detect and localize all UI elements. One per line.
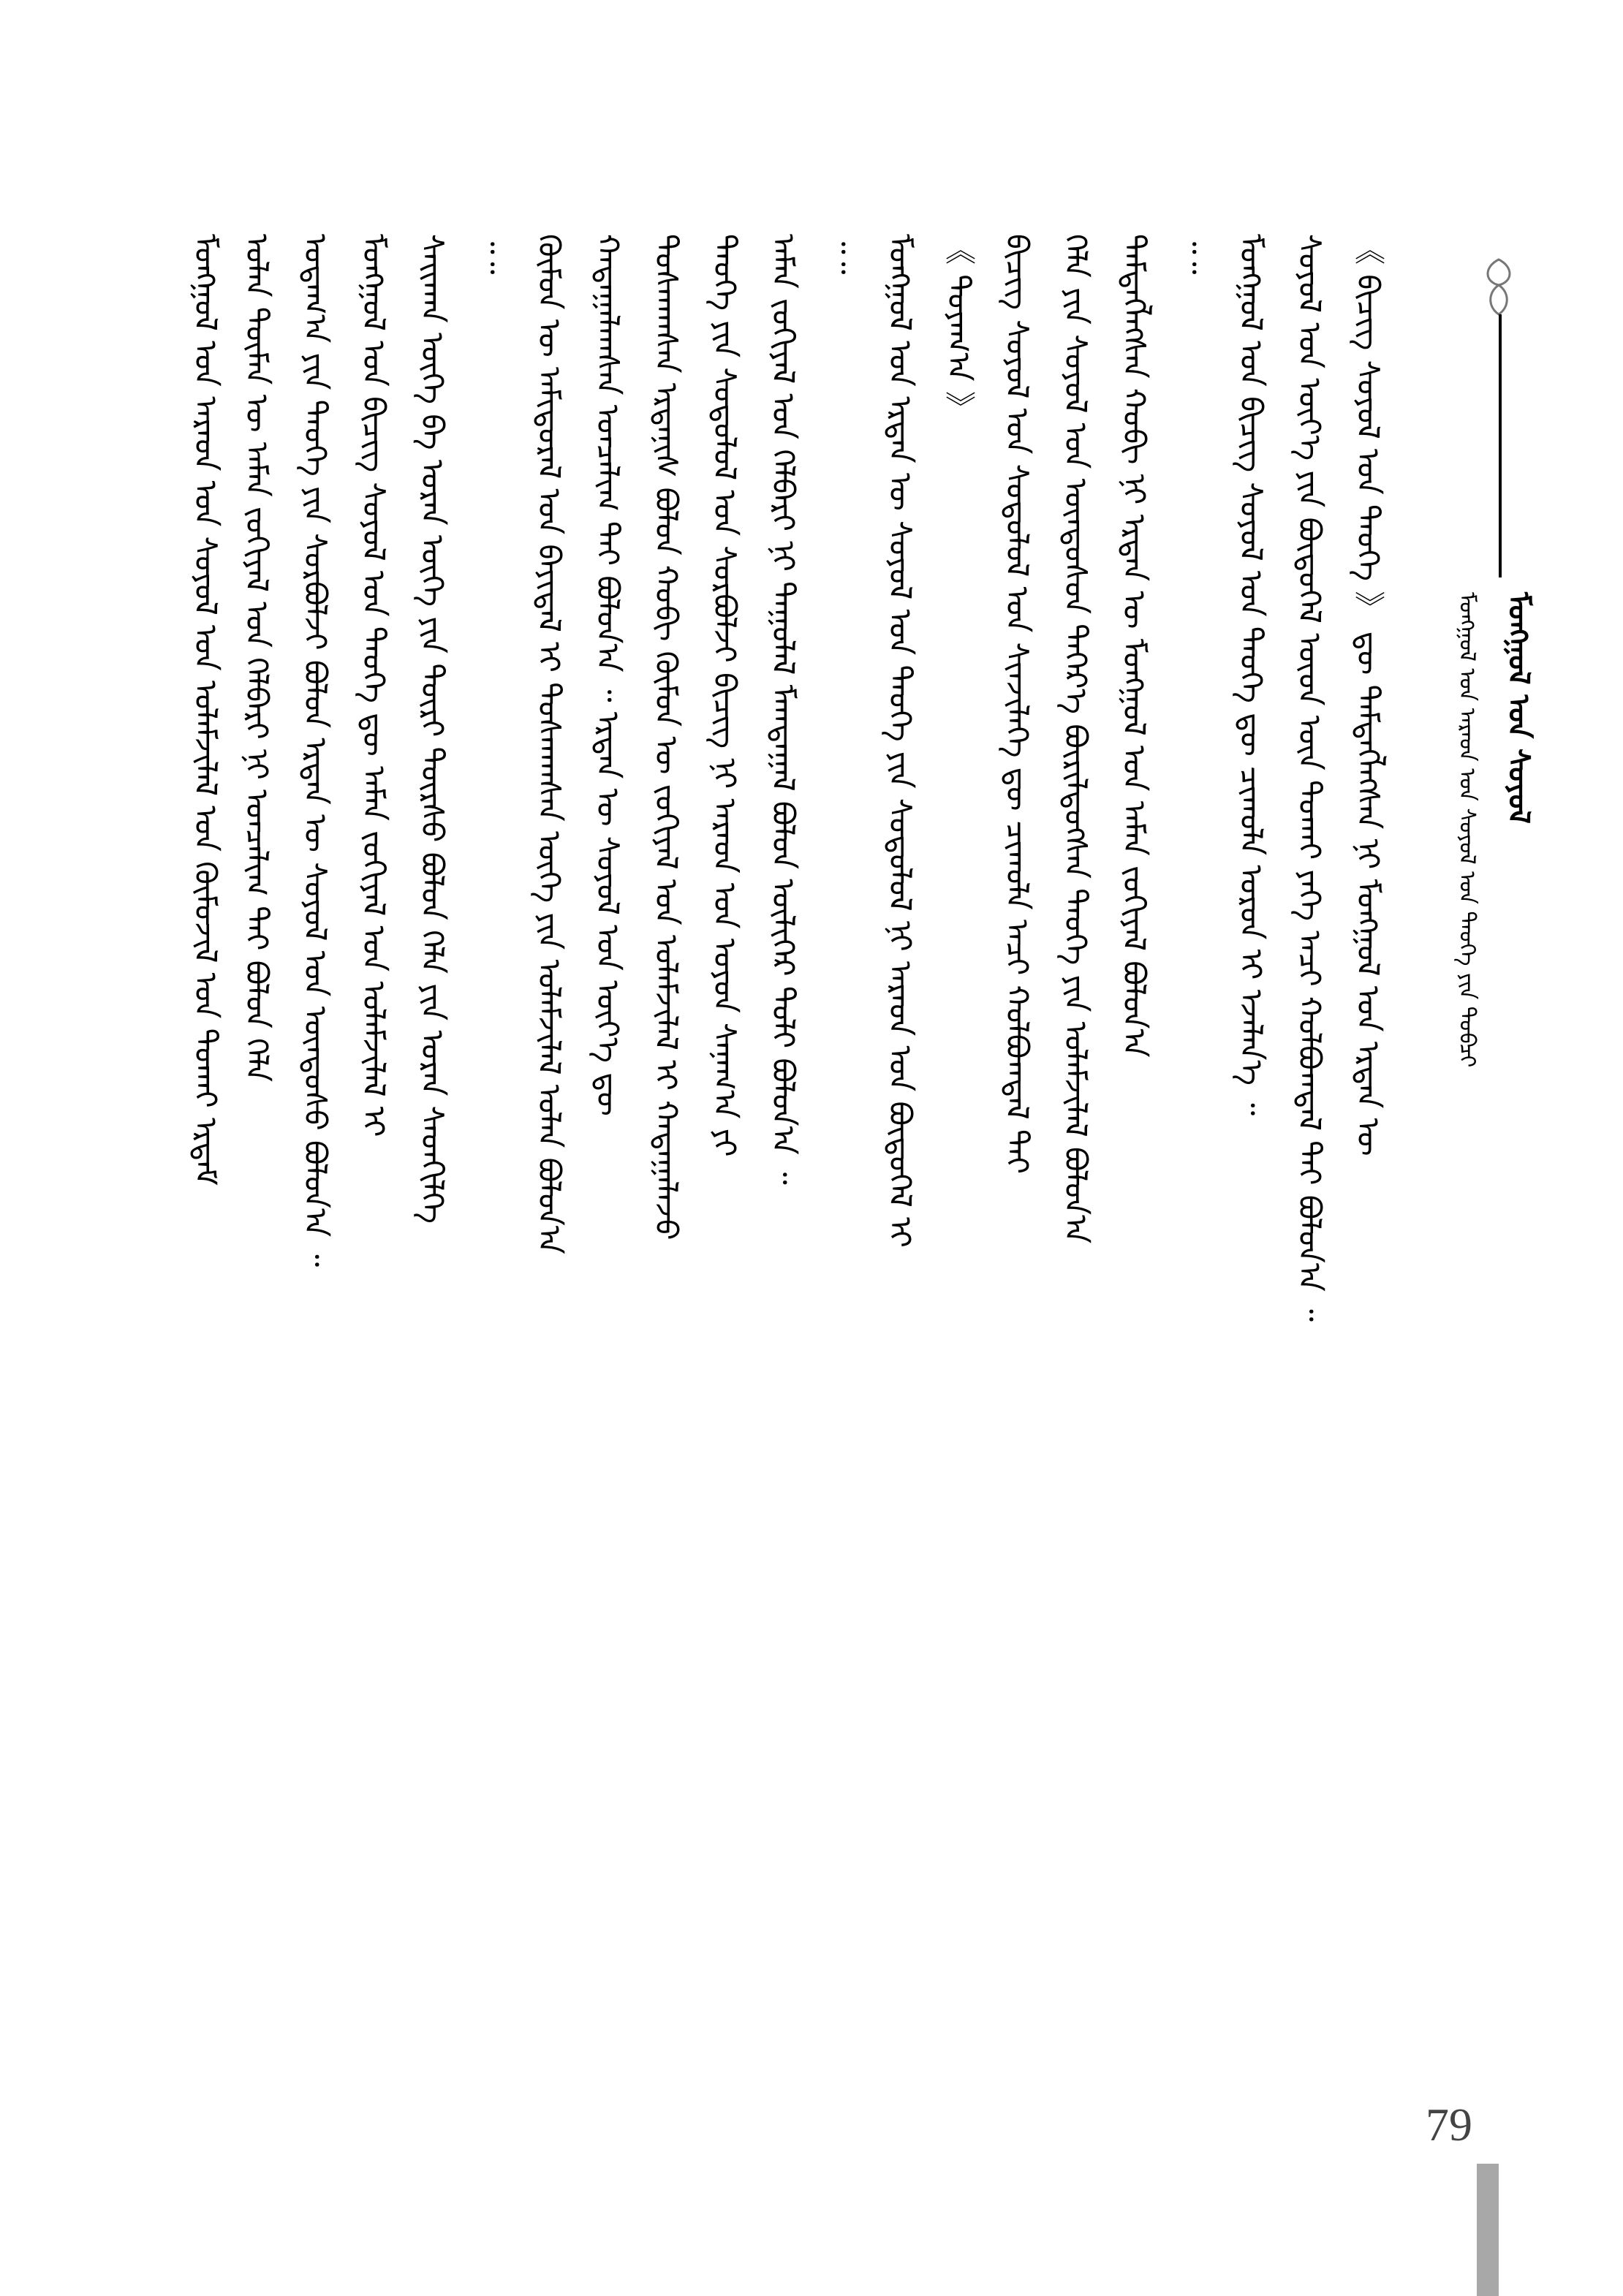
running-header (1426, 146, 1572, 1243)
text-column: ᠬᠠᠳᠠᠭᠠᠯᠠᠭᠰᠠᠨ ᠣᠨᠴᠠᠯᠢᠭ ᠲᠠᠢ ᠪᠣᠯᠤᠨ᠎ᠠ ᠃ ᠡᠷᠲᠡᠨ ᠦ ᠰᠣᠶᠣᠯ ᠤᠨ ᠦᠶ᠎ᠡ ᠳᠦ (590, 234, 626, 1116)
text-column: ᠲᠤᠰᠬᠠᠭᠰᠠᠨ ᠡᠷᠳᠡᠨᠢᠰ ᠪᠣᠯᠤᠨ ᠬᠤᠪᠢ ᠬᠦᠮᠦᠨ ᠦ ᠵᠣᠬᠢᠶᠠᠯ ᠤᠨ ᠤᠯᠠᠮᠵᠢᠯᠠᠯ ᠢ ᠬᠠᠳᠠᠭᠠᠯᠠᠵᠤ (648, 234, 684, 1240)
page-number: 79 (1426, 2099, 1472, 2151)
text-column: 《 ᠪᠢᠴᠢᠭ ᠰᠣᠶᠣᠯ ᠤᠨ ᠲᠡᠦᠬᠡ 》 ᠳᠦ ᠲᠡᠮᠳᠡᠭᠯᠡᠭᠰᠡᠨ ᠨᠢ ᠮᠣᠩᠭᠣᠯ ᠤᠨ ᠡᠷᠲᠡᠨ ᠦ (1350, 234, 1386, 1156)
text-column: ᠲᠡᠦᠬᠡ ᠶᠢᠨ ᠰᠤᠳᠤᠯᠤᠯ ᠤᠨ ᠰᠤᠷᠪᠤᠯᠵᠢ ᠪᠢᠴᠢᠭ ᠨᠢ ᠠᠷᠠᠳ ᠤᠨ ᠤᠶᠤᠨ ᠰᠠᠨᠠᠭ᠎ᠠ ᠶᠢ (707, 234, 743, 1157)
text-column: ᠠᠮᠠᠨ ᠵᠣᠬᠢᠶᠠᠯ ᠤᠨ ᠬᠡᠯᠪᠡᠷᠢ ᠨᠢ ᠳᠠᠭᠤᠯᠠᠯ ᠮᠠᠭᠲᠠᠭᠠᠯ ᠪᠣᠯᠤᠨ ᠦᠯᠢᠭᠡᠷ ᠲᠣᠯᠢ ᠪᠣᠯᠤᠨ᠎ᠠ ᠃ (765, 234, 801, 1185)
text-column: ᠰᠠᠢᠬᠠᠨ ᠦᠭᠡ ᠪᠠ ᠤᠷᠠᠨ ᠦᠭᠡ ᠶᠢᠨ ᠳᠦᠷᠢ ᠳᠦᠷᠰᠦ ᠪᠣᠯᠤᠨ ᠬᠡᠯᠡ ᠶᠢᠨ ᠤᠷᠠᠨ ᠰᠡᠳᠬᠢᠯᠭᠡ (415, 234, 450, 1224)
text-column: ᠲᠡᠮᠳᠡᠭᠯᠡᠭᠰᠡᠨ ᠬᠤᠪᠢ ᠨᠢ ᠡᠷᠲᠡᠨ ᠦ ᠮᠣᠩᠭᠣᠯ ᠤᠨ ᠠᠮᠠᠨ ᠵᠣᠬᠢᠶᠠᠯ ᠪᠣᠯᠤᠨ᠎ᠠ (1116, 234, 1152, 1058)
text-column: ᠮᠣᠩᠭᠣᠯ ᠤᠨ ᠡᠷᠲᠡᠨ ᠦ ᠰᠣᠶᠣᠯ ᠤᠨ ᠲᠡᠦᠬᠡ ᠶᠢᠨ ᠰᠤᠳᠤᠯᠤᠯ ᠨᠢ ᠠᠷᠠᠳ ᠤᠨ ᠪᠦᠲᠦᠭᠡᠯ ᠢ (882, 234, 918, 1248)
text-column: ᠣᠯᠠᠨ ᠲᠦᠮᠡᠨ ᠦ ᠠᠮᠠᠨ ᠵᠣᠬᠢᠶᠠᠯ ᠤᠨ ᠬᠡᠯᠪᠡᠷᠢ ᠨᠢ ᠣᠨᠴᠠᠯᠢᠭ ᠲᠠᠢ ᠪᠣᠯᠤᠨ ᠬᠡᠯᠡ (239, 234, 275, 1083)
text-column: ᠃᠃ (473, 234, 509, 275)
text-column: ᠮᠣᠩᠭᠣᠯ ᠤᠨ ᠪᠢᠴᠢᠭ ᠰᠣᠶᠣᠯ ᠤᠨ ᠲᠡᠦᠬᠡ ᠳᠦ ᠴᠢᠬᠤᠯᠠ ᠣᠷᠤᠨ ᠢ ᠡᠵᠡᠯᠡᠨ᠎ᠡ ᠃ (1233, 234, 1269, 1115)
text-column: ᠃᠃ (1175, 234, 1211, 275)
side-tab (1477, 2164, 1499, 2296)
text-column: 《 ᠲᠤᠶᠠᠭ᠎ᠠ 》 (941, 234, 977, 422)
text-column: ᠬᠦᠮᠦᠨ ᠦ ᠠᠮᠢᠳᠤᠷᠠᠯ ᠤᠨ ᠪᠠᠶᠢᠳᠠᠯ ᠢ ᠲᠤᠰᠬᠠᠭᠰᠠᠨ ᠦᠭᠡ ᠶᠢᠨ ᠤᠯᠠᠮᠵᠢᠯᠠᠯ ᠤᠯᠠᠨ ᠪᠣᠯᠤᠨ᠎ᠠ (531, 234, 567, 1254)
ornament-icon (1477, 256, 1521, 322)
text-column: ᠬᠡᠯᠡ ᠶᠢᠨ ᠰᠣᠶᠣᠯ ᠤᠨ ᠦᠨᠳᠦᠰᠦᠨ ᠳᠡᠭᠡᠷ᠎ᠡ ᠪᠦᠷᠢᠯᠳᠦᠭᠰᠡᠨ ᠲᠡᠦᠬᠡ ᠶᠢᠨ ᠤᠯᠠᠮᠵᠢᠯᠠᠯ ᠪᠣᠯᠤᠨ᠎ᠠ (1058, 234, 1094, 1244)
text-column: ᠮᠣᠩᠭᠣᠯ ᠤᠨ ᠪᠢᠴᠢᠭ ᠰᠣᠶᠣᠯ ᠤᠨ ᠲᠡᠦᠬᠡ ᠳᠦ ᠠᠮᠠᠨ ᠵᠣᠬᠢᠶᠠᠯ ᠤᠨ ᠤᠯᠠᠮᠵᠢᠯᠠᠯ ᠢ (356, 234, 392, 1137)
running-title: ᠮᠣᠩᠭᠣᠯ ᠤᠨ ᠰᠣᠶᠣᠯ (1502, 592, 1536, 824)
text-column: ᠰᠣᠶᠣᠯ ᠤᠨ ᠦᠶ᠎ᠡ ᠶᠢᠨ ᠪᠦᠲᠦᠭᠡᠯ ᠦᠳ ᠦᠨ ᠲᠤᠬᠠᠢ ᠶᠡᠬᠡ ᠠᠴᠢ ᠬᠣᠯᠪᠣᠭᠳᠠᠯ ᠲᠠᠢ ᠪᠣᠯᠤᠨ᠎ᠠ ᠃ (1292, 234, 1328, 1322)
running-subtitle: ᠮᠣᠩᠭᠣᠯ ᠤᠨ ᠠᠷᠠᠳ ᠤᠨ ᠰᠣᠶᠣᠯ ᠤᠨ ᠲᠡᠦᠬᠡ ᠶᠢᠨ ᠲᠣᠪᠴᠢ (1454, 592, 1480, 1068)
text-column: ᠤᠳᠠᠭ᠎ᠠ ᠶᠢᠨ ᠲᠡᠦᠬᠡ ᠶᠢᠨ ᠰᠤᠷᠪᠤᠯᠵᠢ ᠪᠣᠯᠤᠨ ᠡᠷᠲᠡᠨ ᠦ ᠰᠣᠶᠣᠯ ᠤᠨ ᠦᠨᠳᠦᠰᠦ ᠪᠣᠯᠤᠨ᠎ᠠ ᠃ (298, 234, 333, 1268)
text-column: ᠪᠢᠴᠢᠭ ᠰᠣᠶᠣᠯ ᠤᠨ ᠰᠤᠳᠤᠯᠤᠯ ᠤᠨ ᠰᠢᠨᠵᠢᠯᠡᠭᠡ ᠳᠦ ᠴᠢᠬᠤᠯᠠ ᠠᠴᠢ ᠬᠣᠯᠪᠣᠭᠳᠠᠯ ᠲᠠᠢ (999, 234, 1035, 1175)
header-rule (1499, 314, 1502, 577)
body-text (190, 234, 1418, 2120)
text-column: ᠃᠃ (824, 234, 860, 275)
text-column: ᠮᠣᠩᠭᠣᠯ ᠤᠨ ᠠᠷᠠᠳ ᠤᠨ ᠰᠣᠶᠣᠯ ᠤᠨ ᠤᠯᠠᠮᠵᠢᠯᠠᠯ ᠤᠨ ᠬᠦᠮᠦᠵᠢᠯ ᠤᠨ ᠲᠤᠬᠠᠢ ᠡᠷᠳᠡᠮ (188, 234, 224, 1186)
